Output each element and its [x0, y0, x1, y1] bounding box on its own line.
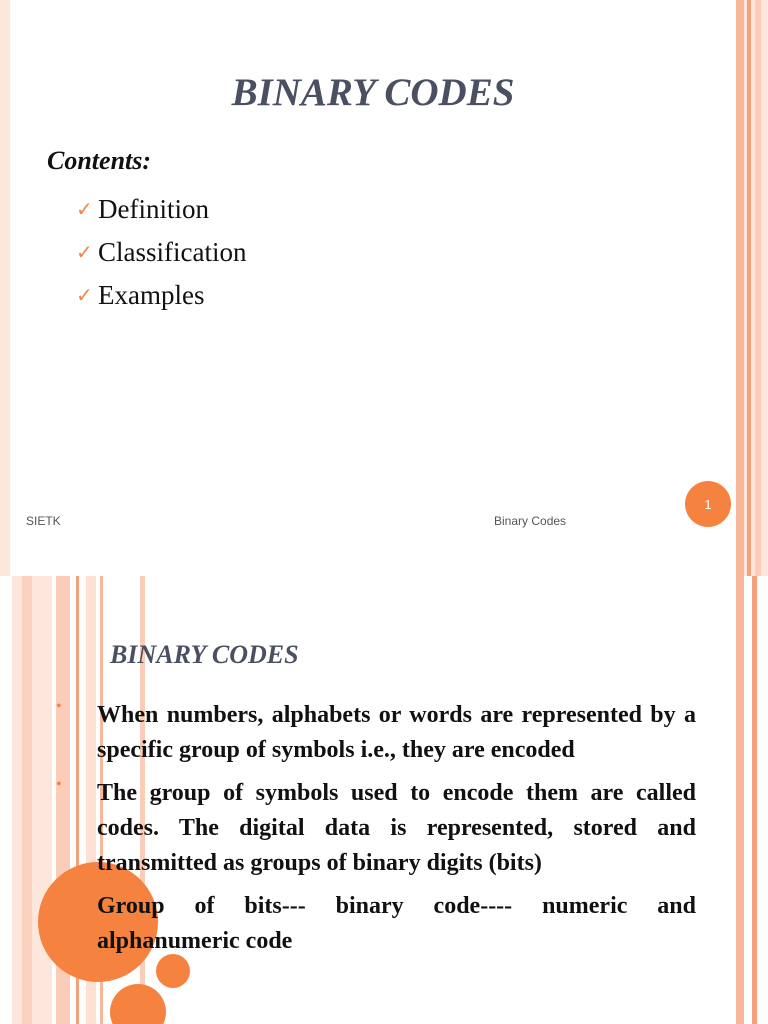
slide-1 — [10, 0, 736, 576]
decor-stripe-left-2 — [22, 576, 32, 1024]
bullet-icon: • — [56, 776, 62, 793]
bullet-list — [56, 698, 696, 967]
list-item-label: Definition — [98, 194, 209, 224]
bullet-text: The group of symbols used to encode them are called codes. The digital data is represented, stored and transmitted as groups of binary digits (bits) — [97, 780, 696, 876]
check-icon: ✓ — [76, 199, 93, 221]
slide-1-title: BINARY CODES — [231, 71, 515, 114]
bullet-icon: • — [56, 889, 62, 906]
decor-stripe-right-b — [752, 576, 757, 1024]
list-item — [56, 889, 696, 959]
check-icon: ✓ — [76, 242, 93, 264]
list-item — [76, 231, 246, 274]
footer-organization: SIETK — [26, 514, 61, 528]
slide-2 — [0, 576, 768, 1024]
list-item — [56, 698, 696, 768]
contents-list — [76, 188, 246, 317]
contents-label: Contents: — [47, 146, 152, 175]
list-item-label: Classification — [98, 237, 247, 267]
list-item — [76, 274, 246, 317]
decor-stripe-left-1 — [12, 576, 52, 1024]
bullet-icon: • — [56, 698, 62, 715]
check-icon: ✓ — [76, 285, 93, 307]
decor-stripe-right-a — [736, 576, 744, 1024]
footer-title: Binary Codes — [494, 514, 567, 528]
list-item — [56, 776, 696, 881]
list-item-label: Examples — [98, 280, 205, 310]
decor-circle-bottom — [110, 984, 166, 1024]
slide-number-badge: 1 — [685, 481, 731, 527]
list-item — [76, 188, 246, 231]
slide-2-title: BINARY CODES — [110, 640, 299, 669]
bullet-text: When numbers, alphabets or words are represented by a specific group of symbols i.e., they are encoded — [97, 702, 696, 763]
bullet-text: Group of bits--- binary code---- numeric and alphanumeric code — [97, 893, 696, 954]
